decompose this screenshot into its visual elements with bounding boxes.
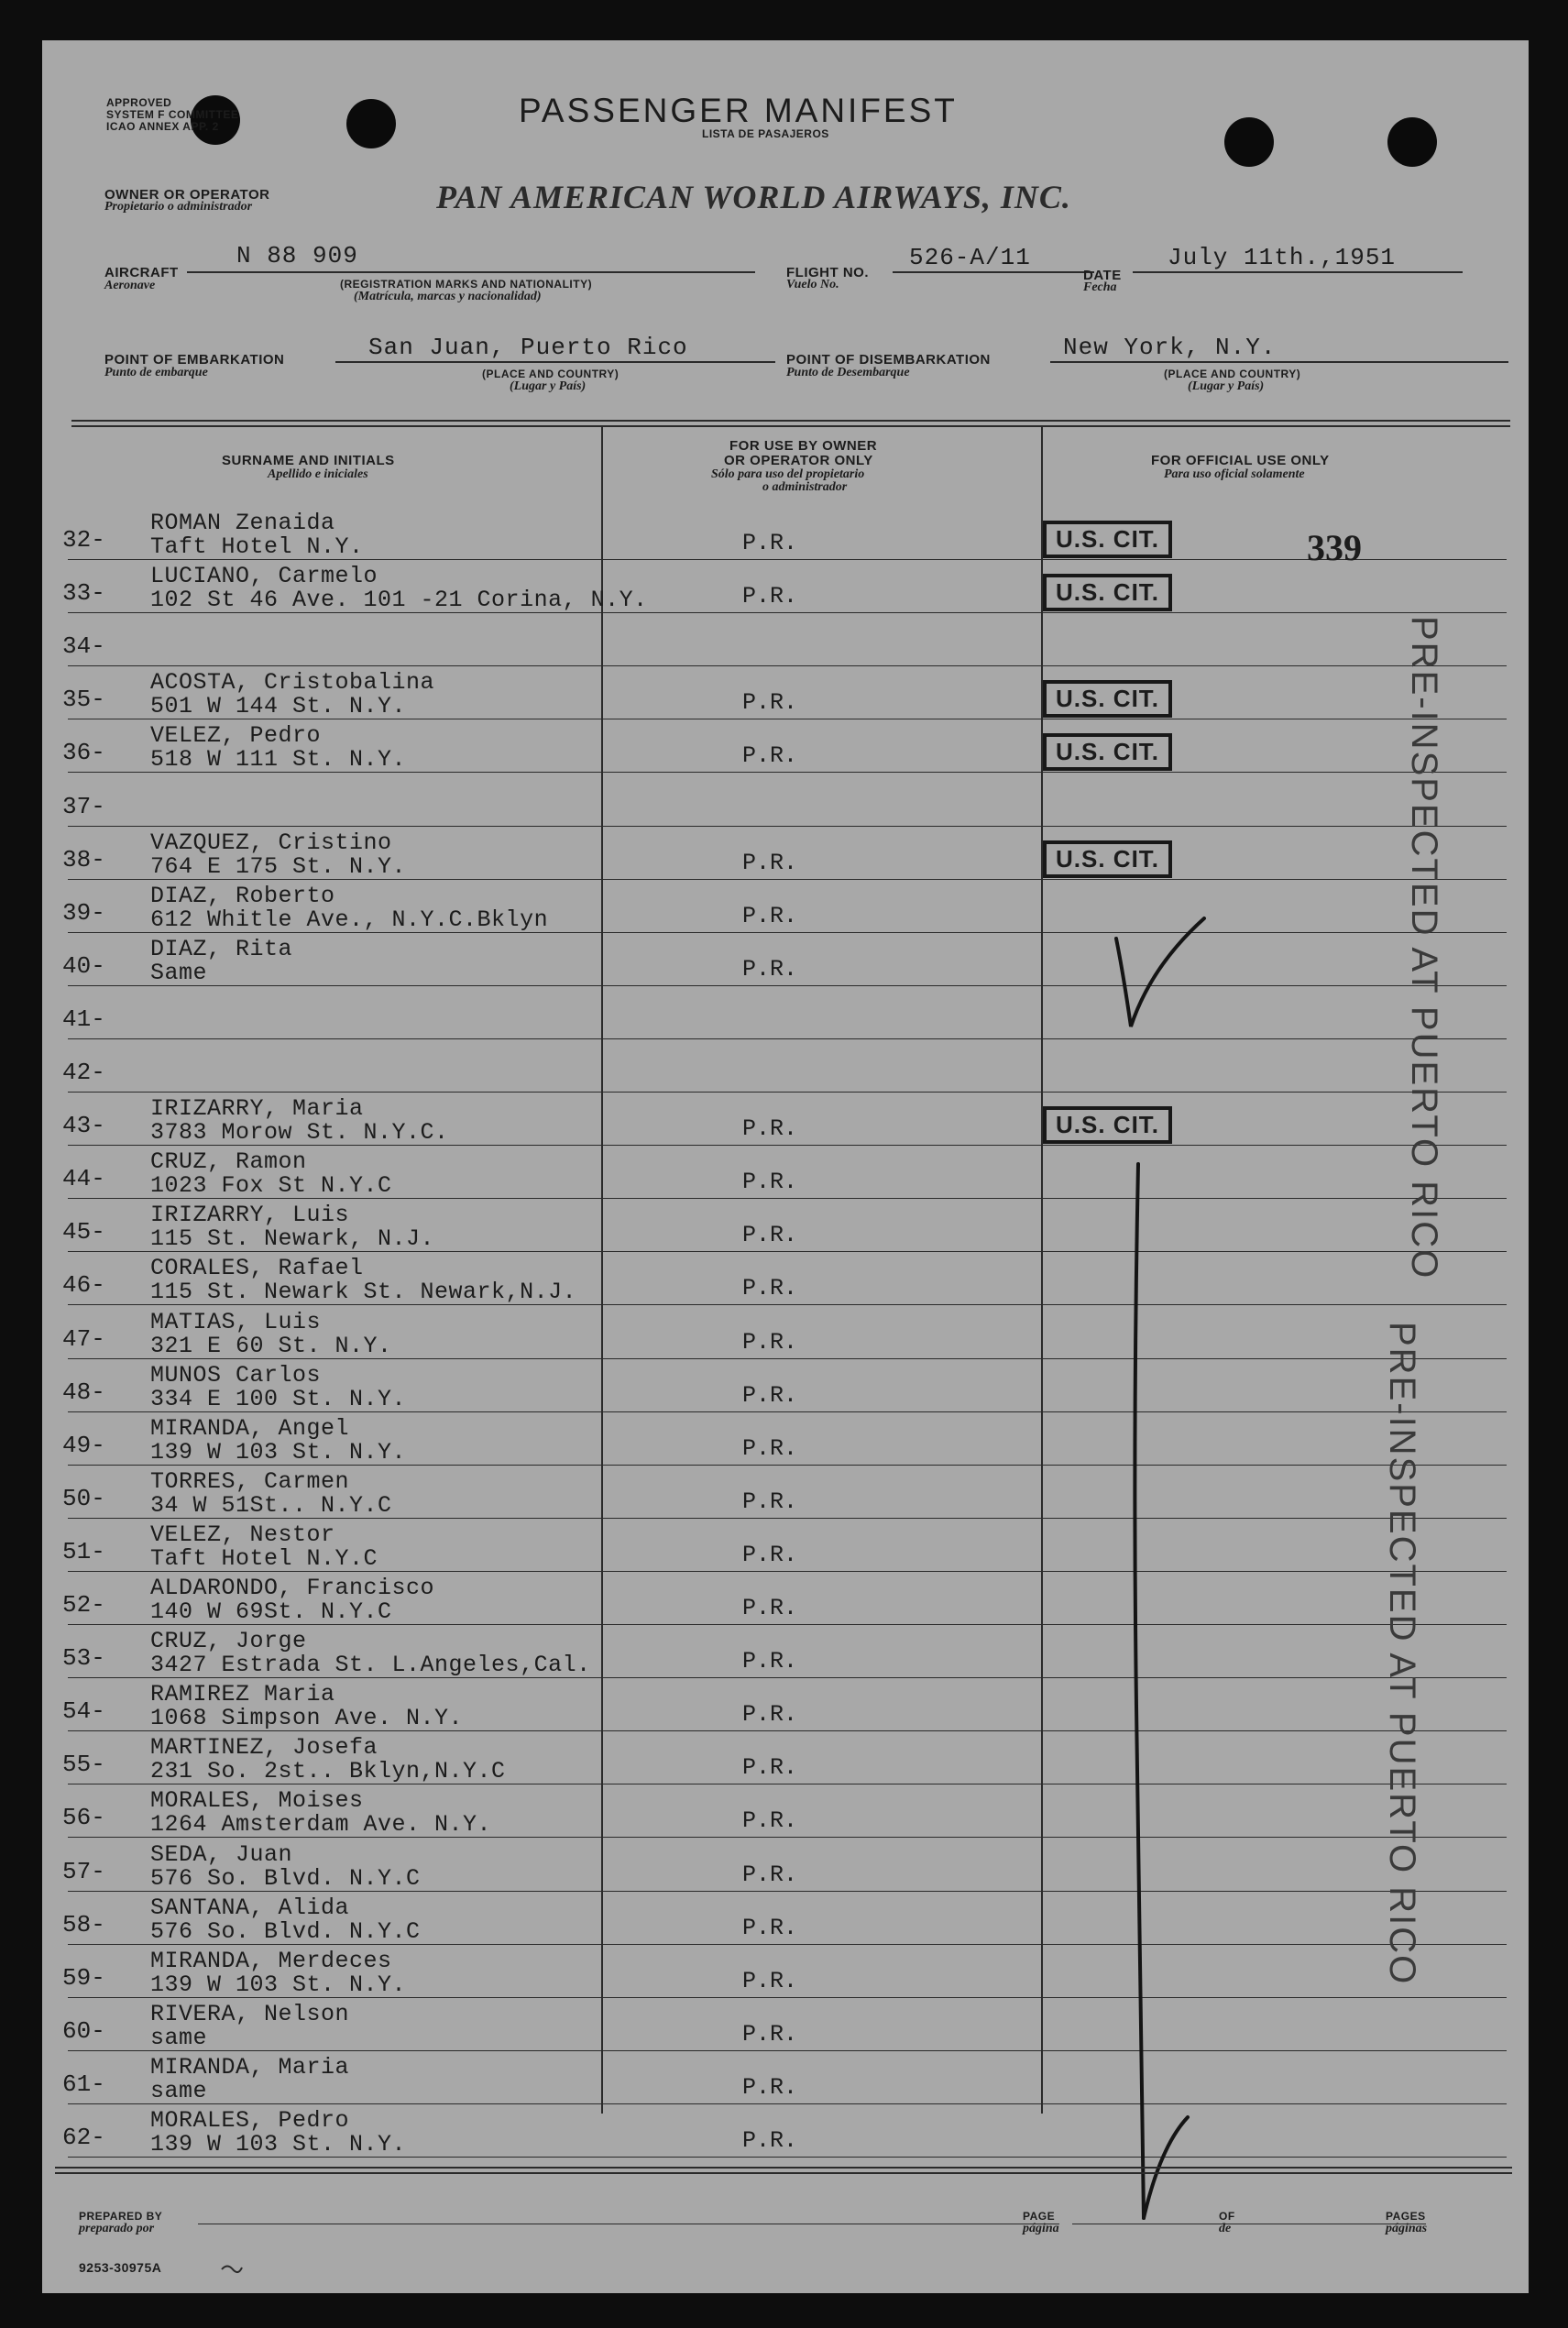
owner-label: OWNER OR OPERATOR: [104, 187, 270, 203]
passenger-name: ACOSTA, Cristobalina: [150, 669, 435, 696]
embark-place-note: (PLACE AND COUNTRY): [482, 368, 620, 380]
origin-code: P.R.: [742, 530, 798, 556]
aircraft-underline: [187, 271, 755, 273]
passenger-name: CRUZ, Jorge: [150, 1628, 307, 1654]
operator-name: PAN AMERICAN WORLD AIRWAYS, INC.: [436, 179, 1071, 215]
row-number: 41-: [62, 1005, 105, 1033]
passenger-name: ROMAN Zenaida: [150, 510, 335, 536]
origin-code: P.R.: [742, 2021, 798, 2048]
pre-inspected-stamp: PRE-INSPECTED AT PUERTO RICO: [1404, 616, 1444, 1280]
row-number: 58-: [62, 1911, 105, 1938]
passenger-name: TORRES, Carmen: [150, 1468, 350, 1495]
col-header-official-es: Para uso oficial solamente: [1164, 467, 1305, 481]
aircraft-label-es: Aeronave: [104, 279, 156, 292]
passenger-name: MUNOS Carlos: [150, 1362, 322, 1389]
row-number: 35-: [62, 686, 105, 713]
column-divider: [601, 427, 603, 2114]
embark-value: San Juan, Puerto Rico: [368, 334, 688, 361]
row-number: 54-: [62, 1697, 105, 1725]
passenger-address: 334 E 100 St. N.Y.: [150, 1386, 407, 1412]
origin-code: P.R.: [742, 1807, 798, 1834]
passenger-address: Same: [150, 960, 208, 986]
us-citizen-stamp: U.S. CIT.: [1043, 733, 1172, 771]
check-mark-icon: [1096, 902, 1224, 1030]
origin-code: P.R.: [742, 1488, 798, 1515]
origin-code: P.R.: [742, 1169, 798, 1195]
origin-code: P.R.: [742, 1595, 798, 1621]
passenger-name: CRUZ, Ramon: [150, 1148, 307, 1175]
origin-code: P.R.: [742, 850, 798, 876]
row-number: 51-: [62, 1538, 105, 1565]
origin-code: P.R.: [742, 956, 798, 983]
passenger-name: LUCIANO, Carmelo: [150, 563, 378, 589]
row-divider: [68, 1092, 1507, 1093]
row-number: 59-: [62, 1964, 105, 1992]
table-top-rule: [71, 420, 1510, 422]
registration-note-es: (Matrícula, marcas y nacionalidad): [354, 290, 542, 303]
disembark-place-note: (PLACE AND COUNTRY): [1164, 368, 1301, 380]
origin-code: P.R.: [742, 1329, 798, 1356]
passenger-address: 140 W 69St. N.Y.C: [150, 1598, 392, 1625]
row-number: 53-: [62, 1644, 105, 1672]
embark-underline: [335, 361, 775, 363]
flight-value: 526-A/11: [909, 244, 1031, 271]
passenger-name: MATIAS, Luis: [150, 1309, 322, 1335]
passenger-name: MORALES, Pedro: [150, 2107, 350, 2134]
origin-code: P.R.: [742, 903, 798, 929]
passenger-address: 576 So. Blvd. N.Y.C: [150, 1865, 421, 1892]
col-header-owner: FOR USE BY OWNER: [729, 438, 878, 454]
table-top-rule: [71, 425, 1510, 427]
passenger-name: MIRANDA, Merdeces: [150, 1948, 392, 1974]
origin-code: P.R.: [742, 583, 798, 609]
embark-label: POINT OF EMBARKATION: [104, 352, 285, 368]
origin-code: P.R.: [742, 2127, 798, 2154]
flight-label: FLIGHT NO.: [786, 265, 869, 280]
passenger-name: VELEZ, Pedro: [150, 722, 322, 749]
page-label: PAGE: [1023, 2210, 1056, 2223]
passenger-address: 102 St 46 Ave. 101 -21 Corina, N.Y.: [150, 587, 648, 613]
row-number: 34-: [62, 632, 105, 660]
passenger-address: 3427 Estrada St. L.Angeles,Cal.: [150, 1652, 591, 1678]
row-number: 38-: [62, 846, 105, 873]
us-citizen-stamp: U.S. CIT.: [1043, 1106, 1172, 1144]
embark-place-note-es: (Lugar y País): [510, 379, 587, 393]
row-number: 32-: [62, 526, 105, 554]
passenger-name: VAZQUEZ, Cristino: [150, 829, 392, 856]
page-title: PASSENGER MANIFEST: [519, 92, 958, 129]
passenger-name: IRIZARRY, Luis: [150, 1202, 350, 1228]
embark-label-es: Punto de embarque: [104, 366, 208, 379]
row-number: 50-: [62, 1485, 105, 1512]
tally-line-icon: [1087, 1157, 1197, 2225]
origin-code: P.R.: [742, 1915, 798, 1941]
pages-label-es: páginas: [1386, 2222, 1428, 2235]
passenger-address: 764 E 175 St. N.Y.: [150, 853, 407, 880]
passenger-address: 501 W 144 St. N.Y.: [150, 693, 407, 719]
passenger-name: MARTINEZ, Josefa: [150, 1734, 378, 1761]
approval-line: SYSTEM F COMMITTEE: [106, 108, 239, 121]
punch-hole: [1387, 117, 1437, 167]
col-header-official: FOR OFFICIAL USE ONLY: [1151, 453, 1330, 468]
col-header-owner-es: Sólo para uso del propietario: [711, 467, 865, 481]
table-bottom-rule: [55, 2167, 1512, 2169]
passenger-address: 139 W 103 St. N.Y.: [150, 1971, 407, 1998]
punch-hole: [346, 99, 396, 148]
row-number: 56-: [62, 1804, 105, 1831]
disembark-label: POINT OF DISEMBARKATION: [786, 352, 991, 368]
passenger-name: MIRANDA, Maria: [150, 2054, 350, 2081]
origin-code: P.R.: [742, 1861, 798, 1888]
row-number: 60-: [62, 2017, 105, 2045]
row-number: 49-: [62, 1432, 105, 1459]
col-header-surname-es: Apellido e iniciales: [268, 467, 368, 481]
row-number: 45-: [62, 1218, 105, 1246]
pre-inspected-stamp: PRE-INSPECTED AT PUERTO RICO: [1382, 1322, 1422, 1986]
form-number: 9253-30975A: [79, 2260, 162, 2275]
disembark-place-note-es: (Lugar y País): [1188, 379, 1265, 393]
passenger-name: DIAZ, Rita: [150, 936, 293, 962]
row-number: 42-: [62, 1059, 105, 1086]
row-number: 40-: [62, 952, 105, 980]
col-header-owner: OR OPERATOR ONLY: [724, 453, 873, 468]
row-number: 55-: [62, 1751, 105, 1778]
row-number: 47-: [62, 1325, 105, 1353]
row-number: 46-: [62, 1271, 105, 1299]
passenger-address: 3783 Morow St. N.Y.C.: [150, 1119, 449, 1146]
date-value: July 11th.,1951: [1168, 244, 1397, 271]
passenger-name: DIAZ, Roberto: [150, 883, 335, 909]
passenger-address: 231 So. 2st.. Bklyn,N.Y.C: [150, 1758, 506, 1784]
passenger-address: 115 St. Newark St. Newark,N.J.: [150, 1279, 577, 1305]
passenger-name: IRIZARRY, Maria: [150, 1095, 364, 1122]
passenger-address: 1264 Amsterdam Ave. N.Y.: [150, 1811, 492, 1838]
disembark-label-es: Punto de Desembarque: [786, 366, 910, 379]
date-label: DATE: [1083, 268, 1122, 283]
passenger-address: Taft Hotel N.Y.C: [150, 1545, 378, 1572]
passenger-address: 576 So. Blvd. N.Y.C: [150, 1918, 421, 1945]
page-label-es: página: [1023, 2222, 1059, 2235]
date-label-es: Fecha: [1083, 280, 1117, 294]
origin-code: P.R.: [742, 1382, 798, 1409]
origin-code: P.R.: [742, 689, 798, 716]
origin-code: P.R.: [742, 1542, 798, 1568]
us-citizen-stamp: U.S. CIT.: [1043, 680, 1172, 718]
col-header-owner-es: o administrador: [762, 480, 848, 494]
passenger-address: 34 W 51St.. N.Y.C: [150, 1492, 392, 1519]
origin-code: P.R.: [742, 1435, 798, 1462]
row-number: 62-: [62, 2124, 105, 2151]
date-underline: [1133, 271, 1463, 273]
row-divider: [68, 1038, 1507, 1039]
row-number: 57-: [62, 1858, 105, 1885]
row-number: 37-: [62, 793, 105, 820]
approval-line: ICAO ANNEX APP. 2: [106, 120, 219, 133]
row-number: 44-: [62, 1165, 105, 1192]
origin-code: P.R.: [742, 1968, 798, 1994]
row-number: 43-: [62, 1112, 105, 1139]
passenger-address: 139 W 103 St. N.Y.: [150, 2131, 407, 2158]
passenger-address: same: [150, 2078, 208, 2104]
us-citizen-stamp: U.S. CIT.: [1043, 840, 1172, 878]
prepared-label: PREPARED BY: [79, 2210, 163, 2223]
passenger-name: VELEZ, Nestor: [150, 1521, 335, 1548]
origin-code: P.R.: [742, 1754, 798, 1781]
origin-code: P.R.: [742, 1701, 798, 1728]
passenger-name: MIRANDA, Angel: [150, 1415, 350, 1442]
disembark-underline: [1050, 361, 1508, 363]
origin-code: P.R.: [742, 742, 798, 769]
origin-code: P.R.: [742, 1115, 798, 1142]
passenger-name: RIVERA, Nelson: [150, 2001, 350, 2027]
approval-line: APPROVED: [106, 96, 172, 109]
passenger-name: SANTANA, Alida: [150, 1894, 350, 1921]
passenger-name: MORALES, Moises: [150, 1787, 364, 1814]
registration-note: (REGISTRATION MARKS AND NATIONALITY): [340, 278, 593, 291]
passenger-address: 321 E 60 St. N.Y.: [150, 1333, 392, 1359]
row-number: 48-: [62, 1378, 105, 1406]
table-bottom-rule: [55, 2172, 1512, 2174]
passenger-address: same: [150, 2025, 208, 2051]
passenger-name: SEDA, Juan: [150, 1841, 293, 1868]
origin-code: P.R.: [742, 1222, 798, 1248]
col-header-surname: SURNAME AND INITIALS: [222, 453, 395, 468]
aircraft-value: N 88 909: [236, 242, 358, 269]
row-divider: [68, 2103, 1507, 2104]
page-title-es: LISTA DE PASAJEROS: [702, 127, 829, 140]
row-divider: [68, 665, 1507, 666]
approval-block: [106, 97, 238, 133]
passenger-address: 1023 Fox St N.Y.C: [150, 1172, 392, 1199]
us-citizen-stamp: U.S. CIT.: [1043, 521, 1172, 558]
manifest-sheet: [42, 40, 1529, 2293]
us-citizen-stamp: U.S. CIT.: [1043, 574, 1172, 611]
flight-underline: [893, 271, 1094, 273]
row-number: 39-: [62, 899, 105, 927]
printer-mark-icon: [220, 2262, 244, 2277]
row-divider: [68, 826, 1507, 827]
origin-code: P.R.: [742, 1275, 798, 1301]
row-divider: [68, 985, 1507, 986]
passenger-name: ALDARONDO, Francisco: [150, 1575, 435, 1601]
row-number: 52-: [62, 1591, 105, 1619]
passenger-name: RAMIREZ Maria: [150, 1681, 335, 1708]
disembark-value: New York, N.Y.: [1063, 334, 1277, 361]
count-annotation: 339: [1307, 527, 1362, 568]
punch-hole: [1224, 117, 1274, 167]
flight-label-es: Vuelo No.: [786, 278, 839, 291]
of-label-es: de: [1219, 2222, 1232, 2235]
passenger-address: Taft Hotel N.Y.: [150, 533, 364, 560]
origin-code: P.R.: [742, 1648, 798, 1675]
row-divider: [68, 2050, 1507, 2051]
passenger-address: 612 Whitle Ave., N.Y.C.Bklyn: [150, 906, 549, 933]
passenger-address: 139 W 103 St. N.Y.: [150, 1439, 407, 1466]
of-label: OF: [1219, 2210, 1235, 2223]
owner-label-es: Propietario o administrador: [104, 200, 253, 214]
pages-label: PAGES: [1386, 2210, 1426, 2223]
passenger-name: CORALES, Rafael: [150, 1255, 364, 1281]
row-number: 36-: [62, 739, 105, 766]
row-number: 61-: [62, 2070, 105, 2098]
passenger-address: 1068 Simpson Ave. N.Y.: [150, 1705, 464, 1731]
prepared-label-es: preparado por: [79, 2222, 155, 2235]
origin-code: P.R.: [742, 2074, 798, 2101]
aircraft-label: AIRCRAFT: [104, 265, 179, 280]
row-number: 33-: [62, 579, 105, 607]
passenger-address: 115 St. Newark, N.J.: [150, 1225, 435, 1252]
passenger-address: 518 W 111 St. N.Y.: [150, 746, 407, 773]
